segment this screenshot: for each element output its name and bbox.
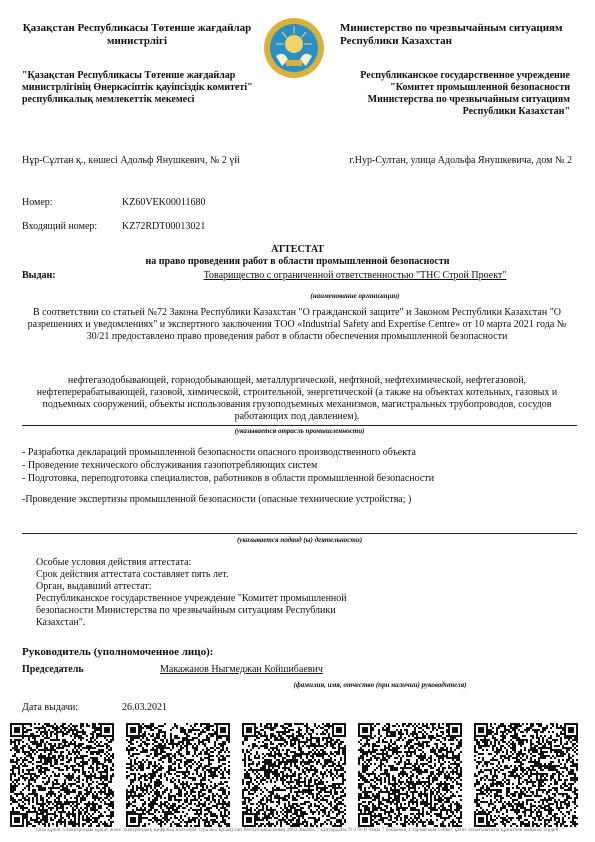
condition-line: Срок действия аттестата составляет пять лет. [36, 569, 229, 580]
divider [22, 425, 577, 426]
incoming-number-label: Входящий номер: [22, 221, 98, 232]
address-left: Нұр-Сұлтан қ., көшесі Адольф Янушкевич, № 2 үй [22, 155, 240, 166]
state-emblem-icon [262, 16, 326, 80]
industries-note: (указывается отрасль промышленности) [234, 427, 365, 435]
issue-date-value: 26.03.2021 [122, 702, 167, 713]
incoming-number-value: KZ72RDT00013021 [122, 221, 206, 232]
divider [22, 533, 577, 534]
issued-label: Выдан: [22, 270, 56, 281]
activity-item: - Проведение технического обслуживания газопотребляющих систем [22, 460, 318, 471]
issued-to: Товарищество с ограниченной ответственностью "ТНС Строй Проект" [203, 270, 507, 281]
industries-paragraph: нефтегазодобывающей, горнодобывающей, металлургической, нефтяной, нефтехимической, нефтегазовой, нефтеперерабатывающей, газовой, химической, строительной, энергетической (а также на объектах котельных, газовых и подъемных сооружений, объекты использования грузоподъемных механизмов, магистральных трубопроводов, сосудов работающих под давлением). [36, 375, 558, 422]
issued-note: (наименование организации) [310, 292, 400, 300]
address-right: г.Нур-Султан, улица Адольфа Янушкевича, дом № 2 [349, 155, 572, 166]
qr-caption: Осы құжат «Электронды құжат және электрондық цифрлық қолтаңба туралы» Қазақстан Республикасының 2003 жылғы 7 қаңтардағы N 370-II Заңы 7 бабының 1 тармағына сәйкес қағаз тасығыштағы құжатпен маңызы бірдей. [36, 828, 560, 833]
conditions-block [36, 557, 356, 629]
condition-line: Орган, выдавший аттестат: [36, 581, 152, 592]
chair-name: Макажанов Ныгмеджан Койшибаевич [160, 664, 323, 675]
chair-label: Председатель [22, 664, 84, 675]
number-label: Номер: [22, 197, 53, 208]
qr-code [242, 723, 346, 827]
header-left-subtitle: "Қазақстан Республикасы Төтенше жағдайлар министрлігінің Өнеркәсіптік қауіпсіздік комитеті" республикалық мемлекеттік мекемесі [22, 70, 253, 105]
activity-item: - Подготовка, переподготовка специалистов, работников в области промышленной безопасности [22, 473, 435, 484]
activity-item: -Проведение экспертизы промышленной безопасности (опасные технические устройства; ) [22, 494, 412, 505]
chair-note: (фамилия, имя, отчество (при наличии) руководителя) [293, 681, 467, 689]
header-right-title: Министерство по чрезвычайным ситуациям Республики Казахстан [340, 22, 563, 47]
qr-code [358, 723, 462, 827]
qr-code [126, 723, 230, 827]
basis-paragraph: В соответствии со статьей №72 Закона Республики Казахстан "О гражданской защите" и Законом Республики Казахстан "О разрешениях и уведомлениях" и экспертного заключения ТОО «Industrial Safety and Expertise Centre» от 10 марта 2021 года № 30/21 предоставлено право проведения работ в области обеспечения промышленной безопасности [27, 307, 567, 342]
condition-line: Особые условия действия аттестата: [36, 557, 192, 568]
manager-header: Руководитель (уполномоченное лицо): [22, 646, 214, 658]
header-right-subtitle: Республиканское государственное учреждение "Комитет промышленной безопасности Министерства по чрезвычайным ситуациям Республики Казахстан" [360, 70, 570, 117]
qr-code [474, 723, 578, 827]
number-value: KZ60VEK00011680 [122, 197, 206, 208]
number-row [22, 197, 206, 208]
condition-line: Республиканское государственное учреждение "Комитет промышленной безопасности Министерства по чрезвычайным ситуациям Республики Казахстан". [36, 593, 347, 628]
incoming-number-row [22, 221, 205, 232]
activities-note: (указывается подвид (ы) деятельности) [236, 536, 363, 544]
certificate-title: АТТЕСТАТ [271, 244, 324, 255]
qr-code [10, 723, 114, 827]
certificate-subtitle: на право проведения работ в области промышленной безопасности [145, 256, 450, 267]
activity-item: - Разработка деклараций промышленной безопасности опасного производственного объекта [22, 447, 416, 458]
header-left-title: Қазақстан Республикасы Төтенше жағдайлар министрлігі [22, 22, 252, 47]
issue-date-label: Дата выдачи: [22, 702, 79, 713]
